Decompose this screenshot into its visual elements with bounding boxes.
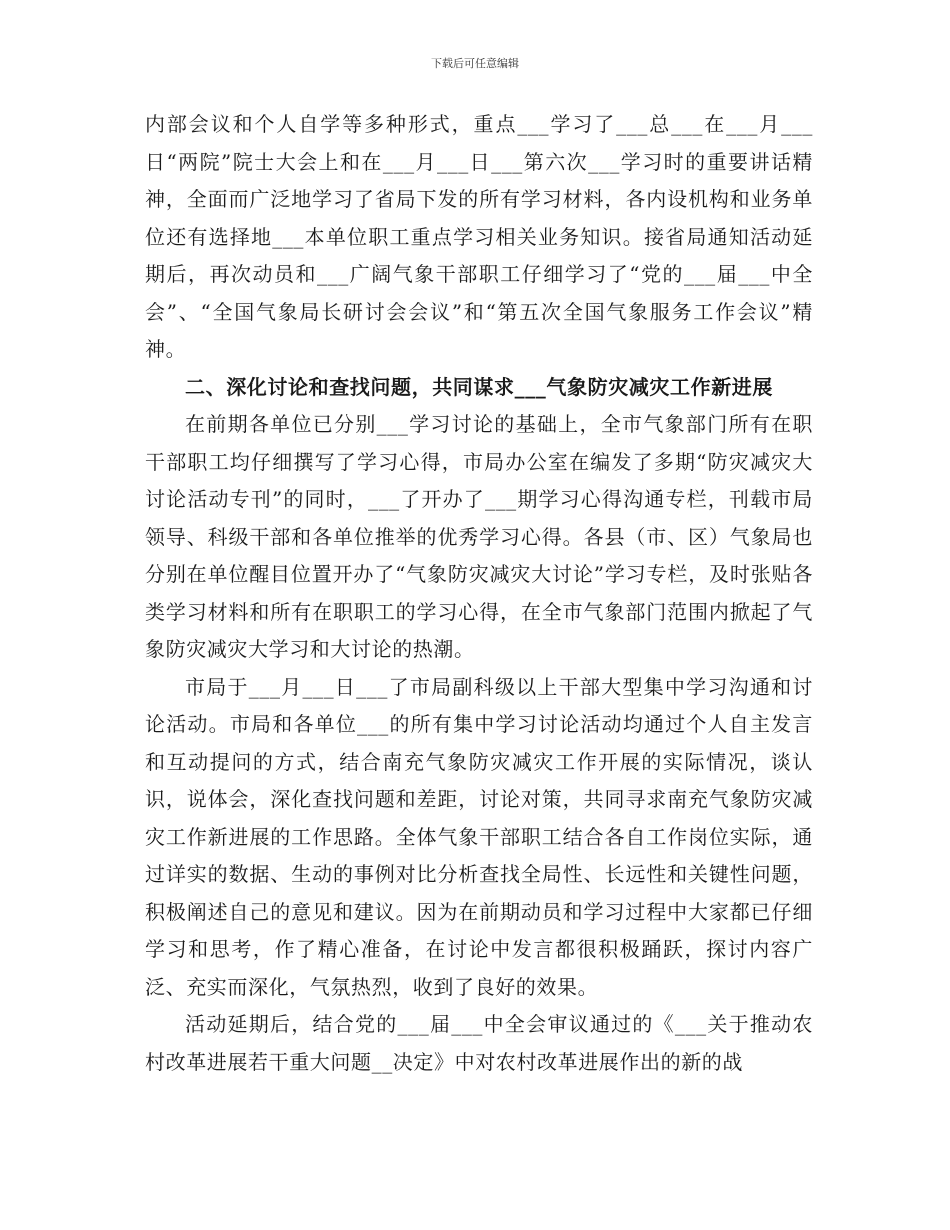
paragraph-continued: 内部会议和个人自学等多种形式，重点___学习了___总___在___月___日“两院”院士大会上和在___月___日___第六次___学习时的重要讲话精神，全面而广泛地学习了省局下发的所有学习材料，各内设机构和业务单位还有选择地___本单位职工重点学习相关业务知识。接省局通知活动延期后，再次动员和___广阔气象干部职工仔细学习了“党的___届___中全会”、“全国气象局长研讨会会议”和“第五次全国气象服务工作会议”精神。 bbox=[145, 112, 813, 361]
paragraph: 市局于___月___日___了市局副科级以上干部大型集中学习沟通和讨论活动。市局和各单位___的所有集中学习讨论活动均通过个人自主发言和互动提问的方式，结合南充气象防灾减灾工作开展的实际情况，谈认识，说体会，深化查找问题和差距，讨论对策，共同寻求南充气象防灾减灾工作新进展的工作思路。全体气象干部职工结合各自工作岗位实际，通过详实的数据、生动的事例对比分析查找全局性、长远性和关键性问题，积极阐述自己的意见和建议。因为在前期动员和学习过程中大家都已仔细学习和思考，作了精心准备，在讨论中发言都很积极踊跃，探讨内容广泛、充实而深化，气氛热烈，收到了良好的效果。 bbox=[145, 674, 813, 999]
document-body bbox=[145, 106, 813, 1081]
paragraph: 在前期各单位已分别___学习讨论的基础上，全市气象部门所有在职干部职工均仔细撰写了学习心得，市局办公室在编发了多期“防灾减灾大讨论活动专刊”的同时，___了开办了___期学习心得沟通专栏，刊载市局领导、科级干部和各单位推举的优秀学习心得。各县（市、区）气象局也分别在单位醒目位置开办了“气象防灾减灾大讨论”学习专栏，及时张贴各类学习材料和所有在职职工的学习心得，在全市气象部门范围内掀起了气象防灾减灾大学习和大讨论的热潮。 bbox=[145, 412, 813, 661]
section-heading: 二、深化讨论和查找问题，共同谋求___气象防灾减灾工作新进展 bbox=[185, 374, 773, 399]
paragraph: 活动延期后，结合党的___届___中全会审议通过的《___关于推动农村改革进展若干重大问题__决定》中对农村改革进展作出的新的战 bbox=[145, 1012, 813, 1074]
header-note: 下载后可任意编辑 bbox=[431, 57, 519, 70]
